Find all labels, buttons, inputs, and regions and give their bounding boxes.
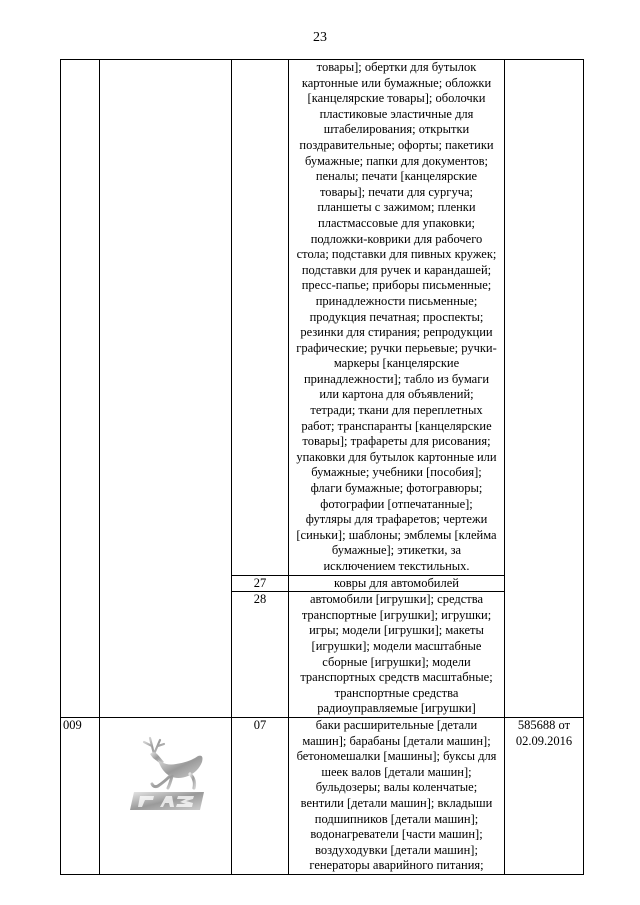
goods-line: упаковки для бутылок картонные или [296,449,497,464]
goods-line: бумажные]; этикетки, за [331,543,462,558]
goods-line: подставки для ручек и карандашей; [301,262,492,277]
goods-line: пресс-папье; приборы письменные; [301,278,492,293]
goods-line: подложки-коврики для рабочего [310,231,483,246]
goods-line: фотографии [отпечатанные]; [320,496,473,511]
goods-line: резинки для стирания; репродукции [300,325,493,340]
goods-cell [289,717,505,874]
page-number: 23 [313,30,327,45]
class-cell [232,60,289,576]
goods-line: стола; подставки для пивных кружек; [296,247,497,262]
goods-line: бумажные; папки для документов; [305,153,488,168]
goods-cell [289,575,505,592]
goods-line: бульдозеры; валы коленчатые; [315,780,478,795]
goods-line: пеналы; печати [канцелярские [315,169,478,184]
goods-line: автомобили [игрушки]; средства [309,592,483,607]
goods-line: сборные [игрушки]; модели [322,654,471,669]
goods-line: графические; ручки перьевые; ручки- [296,340,497,355]
gaz-deer-logo-icon [114,732,218,816]
row-number-cell: 009 [61,717,100,874]
goods-line: воздуходувки [детали машин]; [315,842,478,857]
goods-line: маркеры [канцелярские [333,356,460,371]
class-cell: 07 [232,717,289,874]
goods-line: [синьки]; шаблоны; эмблемы [клейма [296,527,497,542]
goods-line: игры; модели [игрушки]; макеты [309,623,484,638]
goods-line: товары]; трафареты для рисования; [302,434,491,449]
goods-line: тетради; ткани для переплетных [310,403,483,418]
image-cell [100,60,232,718]
goods-line: продукция печатная; проспекты; [309,309,484,324]
trademark-table [60,59,584,875]
goods-line: поздравительные; офорты; пакетики [299,137,494,152]
goods-line: баки расширительные [детали [315,717,478,732]
goods-line: картонные или бумажные; обложки [301,75,492,90]
registration-cell [505,60,584,718]
goods-line: [игрушки]; модели масштабные [311,638,482,653]
table-row [61,717,584,874]
goods-line: шеек валов [детали машин]; [321,764,472,779]
goods-line: флаги бумажные; фотогравюры; [310,481,483,496]
goods-line: транспортные [игрушки]; игрушки; [301,607,492,622]
registration-cell [505,717,584,874]
image-cell [100,717,232,874]
goods-cell [289,592,505,718]
goods-line: бумажные; учебники [пособия]; [311,465,482,480]
goods-line: штабелирования; открытки [323,122,470,137]
goods-line: ковры для автомобилей [334,575,459,590]
goods-line: [канцелярские товары]; оболочки [307,91,486,106]
goods-cell [289,60,505,576]
registration-date: 02.09.2016 [515,733,573,748]
goods-line: транспортных средств масштабные; [300,670,493,685]
goods-line: пластиковые эластичные для [319,106,474,121]
goods-line: радиоуправляемые [игрушки] [317,701,476,716]
goods-line: товары]; печати для сургуча; [320,184,473,199]
goods-line: футляры для трафаретов; чертежи [305,512,488,527]
goods-line: водонагреватели [части машин]; [310,827,483,842]
goods-line: принадлежности]; табло из бумаги [303,371,490,386]
class-cell: 27 [232,575,289,592]
goods-line: планшеты с зажимом; пленки [317,200,476,215]
goods-line: генераторы аварийного питания; [309,858,484,873]
table-row [61,60,584,576]
goods-line: работ; транспаранты [канцелярские [301,418,492,433]
goods-line: принадлежности письменные; [315,293,478,308]
class-cell: 28 [232,592,289,718]
goods-line: или картона для объявлений; [319,387,474,402]
row-number-cell [61,60,100,718]
goods-line: машин]; барабаны [детали машин]; [302,733,491,748]
goods-line: исключением текстильных. [323,559,470,573]
goods-line: товары]; обертки для бутылок [316,60,477,74]
goods-line: подшипников [детали машин]; [314,811,479,826]
goods-line: транспортные средства [334,685,459,700]
goods-line: пластмассовые для упаковки; [318,215,475,230]
goods-line: вентили [детали машин]; вкладыши [300,795,493,810]
registration-number: 585688 от [517,717,571,732]
goods-line: бетономешалки [машины]; буксы для [296,749,497,764]
